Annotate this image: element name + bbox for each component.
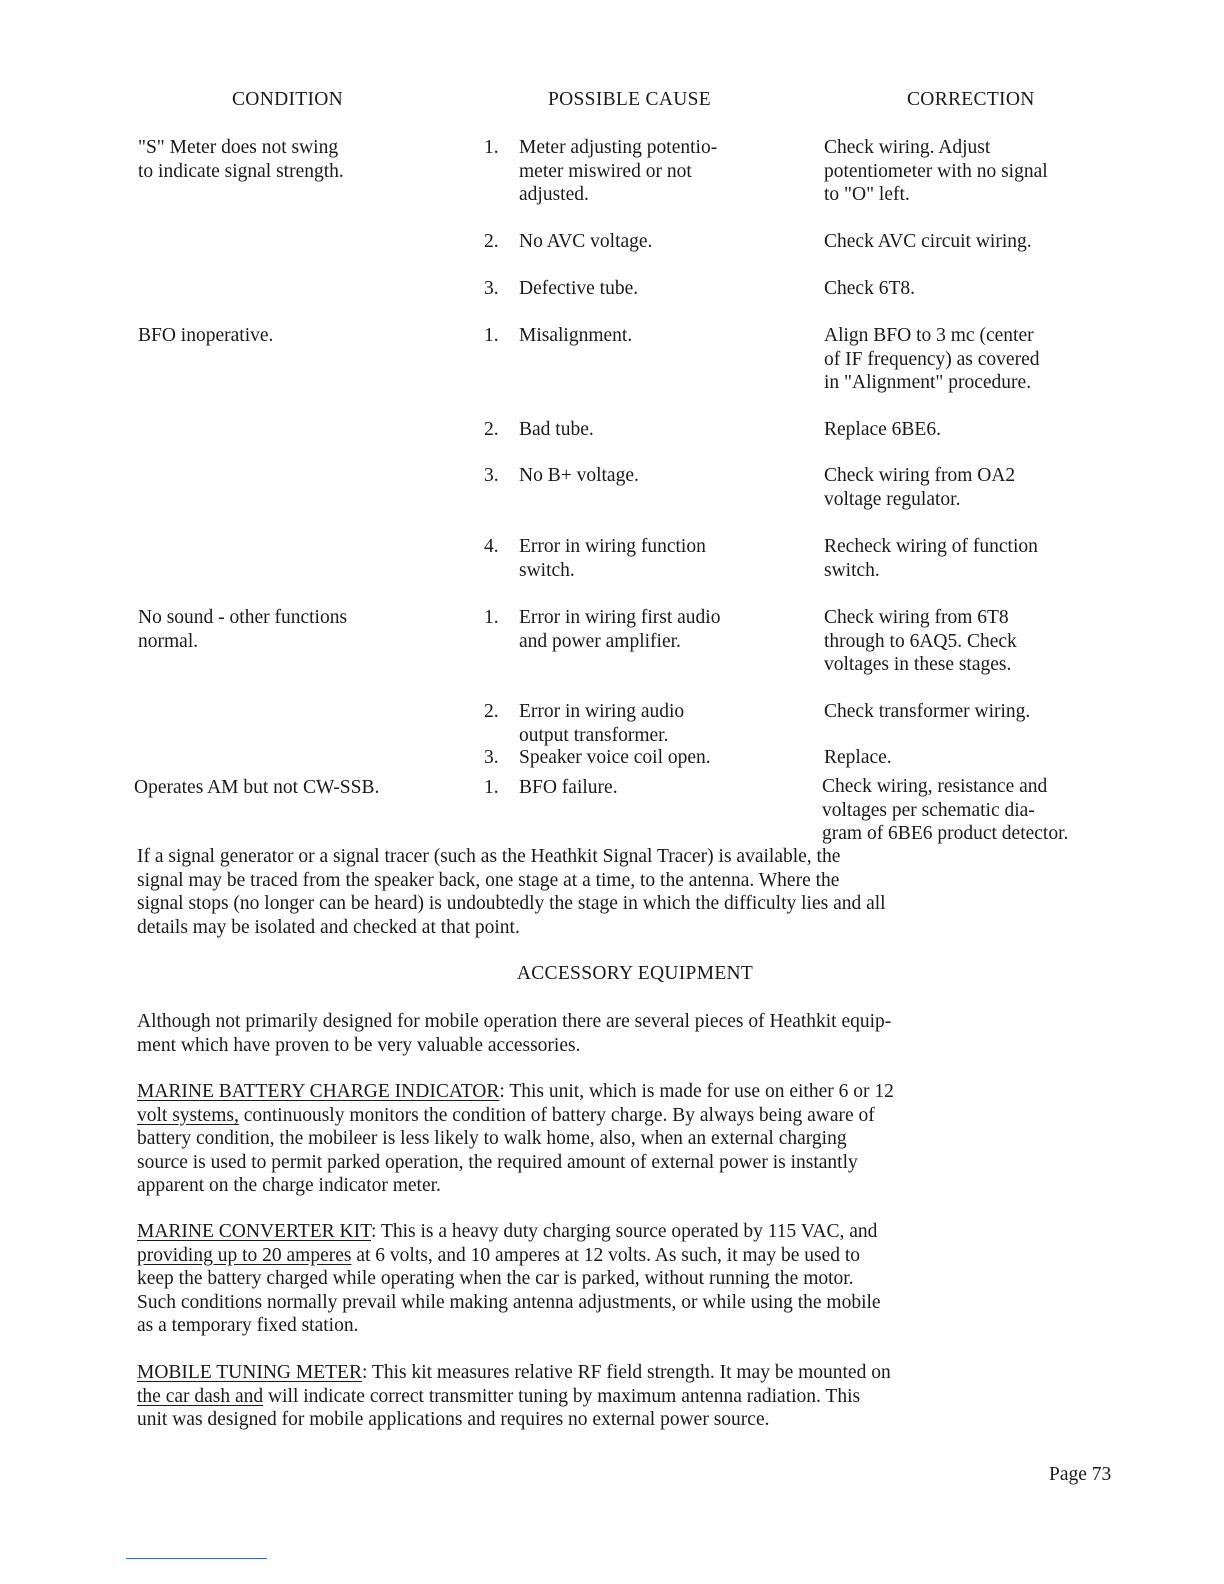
correction: Check wiring from OA2 voltage regulator. [824, 465, 1016, 510]
paragraph-line: details may be isolated and checked at that point. [137, 916, 520, 938]
accessory-equipment-heading: ACCESSORY EQUIPMENT [516, 963, 754, 984]
bottom-divider [126, 1558, 267, 1559]
cause-number: 1. [484, 777, 499, 798]
correction: Check transformer wiring. [824, 701, 1031, 722]
paragraph-line: source is used to permit parked operation, the required amount of external power is instantly [137, 1151, 858, 1173]
paragraph-line: apparent on the charge indicator meter. [137, 1175, 441, 1196]
possible-cause: Error in wiring first audio and power amplifier. [519, 607, 721, 652]
condition-bfo-inoperative: BFO inoperative. [138, 325, 274, 346]
item-text: will indicate correct transmitter tuning by maximum antenna radiation. This [263, 1385, 861, 1407]
correction: Check wiring from 6T8 through to 6AQ5. Check voltages in these stages. [824, 607, 1017, 675]
condition-no-sound: No sound - other functions normal. [138, 607, 348, 652]
possible-cause: Error in wiring function switch. [519, 536, 706, 581]
paragraph-line: battery condition, the mobileer is less likely to walk home, also, when an external charging [137, 1128, 847, 1149]
item-title: MOBILE TUNING METER [137, 1362, 362, 1383]
cause-number: 2. [484, 419, 499, 440]
correction: Replace 6BE6. [824, 419, 941, 440]
signal-tracing-paragraph [137, 845, 1129, 939]
condition-am-not-cw-ssb: Operates AM but not CW-SSB. [134, 777, 380, 798]
item-title-continued: providing up to 20 amperes [137, 1244, 352, 1266]
possible-cause: Speaker voice coil open. [519, 747, 711, 768]
item-text: at 6 volts, and 10 amperes at 12 volts. As such, it may be used to [351, 1244, 861, 1266]
accessory-intro-paragraph [137, 1010, 1129, 1057]
possible-cause: Error in wiring audio output transformer. [519, 701, 685, 746]
item-text: : This unit, which is made for use on either 6 or 12 [499, 1081, 894, 1102]
possible-cause: No AVC voltage. [519, 231, 653, 252]
paragraph-line: as a temporary fixed station. [137, 1315, 359, 1336]
correction: Check wiring, resistance and voltages per schematic dia- gram of 6BE6 product detector. [822, 776, 1069, 844]
possible-cause: No B+ voltage. [519, 465, 639, 486]
possible-cause: Misalignment. [519, 325, 633, 346]
paragraph-line: keep the battery charged while operating when the car is parked, without running the motor. [137, 1268, 854, 1289]
cause-number: 3. [484, 747, 499, 768]
paragraph-line: unit was designed for mobile applications and requires no external power source. [137, 1409, 770, 1430]
converter-kit-paragraph [137, 1220, 1129, 1338]
tuning-meter-paragraph [137, 1361, 1129, 1432]
item-text: : This kit measures relative RF field strength. It may be mounted on [361, 1362, 891, 1383]
correction: Align BFO to 3 mc (center of IF frequency) as covered in "Alignment" procedure. [824, 325, 1040, 393]
cause-number: 4. [484, 536, 499, 557]
paragraph-line: signal may be traced from the speaker back, one stage at a time, to the antenna. Where the [137, 869, 840, 891]
cause-number: 1. [484, 325, 499, 346]
header-possible-cause: POSSIBLE CAUSE [548, 89, 711, 110]
possible-cause: Meter adjusting potentio- meter miswired or not adjusted. [519, 137, 718, 205]
correction: Replace. [824, 747, 892, 768]
item-title-continued: the car dash and [137, 1385, 264, 1407]
paragraph-line: signal stops (no longer can be heard) is undoubtedly the stage in which the difficulty lies and all [137, 893, 886, 914]
possible-cause: BFO failure. [519, 777, 618, 798]
item-title: MARINE CONVERTER KIT [137, 1221, 372, 1242]
correction: Check 6T8. [824, 278, 915, 299]
item-text: continuously monitors the condition of battery charge. By always being aware of [238, 1104, 875, 1126]
paragraph-line: Although not primarily designed for mobile operation there are several pieces of Heathkit equip- [137, 1011, 892, 1032]
header-correction: CORRECTION [907, 89, 1035, 110]
paragraph-line: If a signal generator or a signal tracer (such as the Heathkit Signal Tracer) is available, the [137, 846, 841, 867]
cause-number: 2. [484, 231, 499, 252]
correction: Check AVC circuit wiring. [824, 231, 1032, 252]
possible-cause: Bad tube. [519, 419, 594, 440]
paragraph-line: ment which have proven to be very valuable accessories. [137, 1034, 581, 1056]
cause-number: 3. [484, 465, 499, 486]
possible-cause: Defective tube. [519, 278, 639, 299]
item-text: : This is a heavy duty charging source operated by 115 VAC, and [371, 1221, 878, 1242]
cause-number: 1. [484, 607, 499, 628]
correction: Recheck wiring of function switch. [824, 536, 1038, 581]
cause-number: 2. [484, 701, 499, 722]
cause-number: 1. [484, 137, 499, 158]
page-number: Page 73 [1049, 1464, 1112, 1485]
battery-charge-indicator-paragraph [137, 1080, 1129, 1198]
header-condition: CONDITION [232, 89, 344, 110]
cause-number: 3. [484, 278, 499, 299]
condition-s-meter: "S" Meter does not swing to indicate signal strength. [138, 137, 344, 182]
item-title: MARINE BATTERY CHARGE INDICATOR [137, 1081, 500, 1102]
paragraph-line: Such conditions normally prevail while making antenna adjustments, or while using the mobile [137, 1291, 881, 1313]
item-title-continued: volt systems, [137, 1104, 239, 1126]
correction: Check wiring. Adjust potentiometer with no signal to "O" left. [824, 137, 1048, 205]
